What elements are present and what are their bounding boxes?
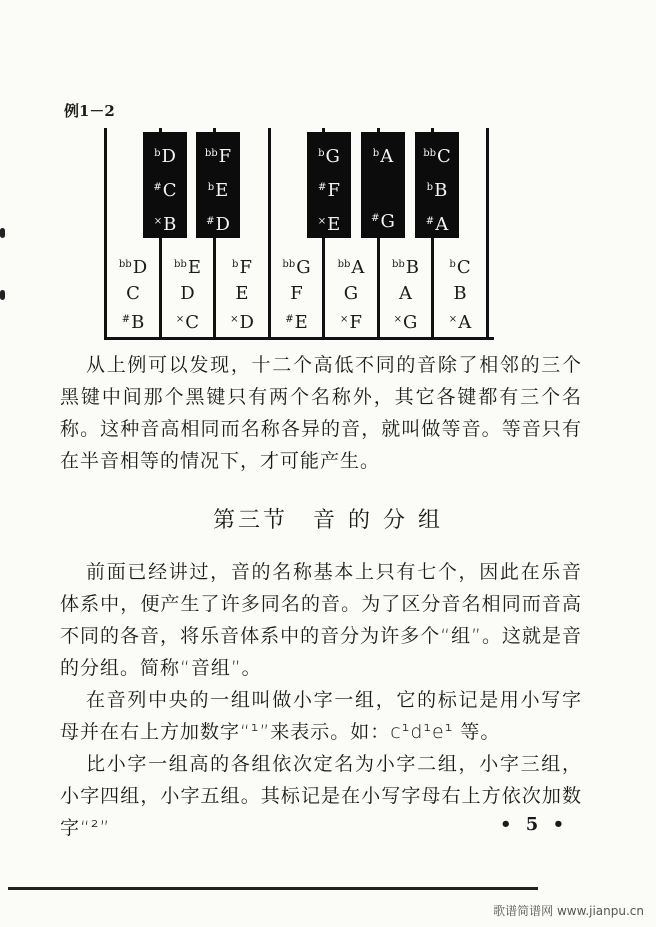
note-name bbox=[107, 252, 159, 281]
accidental: b bbox=[372, 148, 380, 159]
note-name bbox=[380, 307, 432, 336]
accidental: b bbox=[318, 148, 325, 159]
accidental: # bbox=[371, 213, 380, 224]
note-name bbox=[162, 252, 214, 281]
section-title: 第三节 音 的 分 组 bbox=[213, 508, 443, 533]
note-letter: A bbox=[435, 214, 449, 235]
note-name bbox=[325, 281, 377, 307]
accidental: × bbox=[153, 216, 163, 227]
note-letter: E bbox=[294, 312, 308, 333]
note-name bbox=[307, 138, 351, 172]
paragraph: 在音列中央的一组叫做小字一组，它的标记是用小写字母并在右上方加数字“¹”来表示。如：c¹d¹e¹ 等。 bbox=[60, 689, 582, 743]
white-key-labels bbox=[325, 252, 377, 336]
note-letter: B bbox=[453, 283, 467, 304]
accidental: × bbox=[393, 314, 402, 325]
note-name bbox=[216, 307, 268, 336]
note-name bbox=[415, 206, 459, 240]
accidental: bb bbox=[174, 259, 187, 270]
accidental: b bbox=[426, 182, 434, 193]
note-letter: E bbox=[187, 257, 201, 278]
paragraph: 从上例可以发现，十二个高低不同的音除了相邻的三个黑键中间那个黑键只有两个名称外，其它各键都有三个名称。这种音高相同而名称各异的音，就叫做等音。等音只有在半音相等的情况下，才可能产生。 bbox=[60, 354, 582, 472]
white-key-labels bbox=[271, 252, 323, 336]
white-key-labels bbox=[434, 252, 486, 336]
note-name bbox=[434, 307, 486, 336]
note-letter: G bbox=[343, 283, 359, 304]
accidental: b bbox=[154, 148, 161, 159]
note-name bbox=[196, 206, 240, 240]
note-letter: G bbox=[380, 211, 395, 232]
accidental: bb bbox=[204, 148, 218, 159]
note-letter: F bbox=[327, 180, 340, 201]
note-name bbox=[380, 281, 432, 307]
note-name bbox=[271, 307, 323, 336]
note-letter: A bbox=[458, 312, 472, 333]
accidental: × bbox=[340, 314, 349, 325]
note-name bbox=[107, 307, 159, 336]
example-label: 例1－2 bbox=[64, 102, 115, 120]
note-name bbox=[162, 281, 214, 307]
accidental: # bbox=[121, 314, 131, 325]
accidental: bb bbox=[337, 259, 351, 270]
note-letter: C bbox=[437, 146, 451, 167]
watermark: 歌谱简谱网 www.jianpu.cn bbox=[493, 904, 644, 918]
note-letter: B bbox=[131, 312, 145, 333]
note-letter: C bbox=[162, 180, 177, 201]
accidental: # bbox=[285, 314, 294, 325]
note-letter: B bbox=[405, 257, 420, 278]
accidental: × bbox=[448, 314, 458, 325]
note-name bbox=[361, 138, 405, 172]
page-number: • 5 • bbox=[500, 814, 569, 835]
note-name bbox=[434, 281, 486, 307]
black-key bbox=[361, 132, 405, 238]
note-letter: F bbox=[290, 283, 303, 304]
note-letter: F bbox=[239, 257, 252, 278]
accidental: bb bbox=[391, 259, 405, 270]
note-letter: F bbox=[218, 146, 232, 167]
accidental: b bbox=[207, 182, 215, 193]
note-name bbox=[325, 307, 377, 336]
note-letter: D bbox=[180, 283, 195, 304]
note-letter: E bbox=[215, 180, 229, 201]
paragraph: 比小字一组高的各组依次定名为小字二组，小字三组，小字四组，小字五组。其标记是在小写字母右上方依次加数字“²” bbox=[60, 753, 582, 839]
accidental: × bbox=[317, 216, 327, 227]
black-key bbox=[307, 132, 351, 238]
note-name bbox=[307, 206, 351, 240]
note-name bbox=[196, 172, 240, 206]
accidental: # bbox=[153, 182, 162, 193]
note-letter: F bbox=[349, 312, 362, 333]
note-letter: B bbox=[163, 214, 177, 235]
accidental: b bbox=[449, 259, 456, 270]
note-letter: A bbox=[399, 283, 412, 304]
note-letter: E bbox=[235, 283, 249, 304]
accidental: # bbox=[318, 182, 327, 193]
note-letter: A bbox=[351, 257, 365, 278]
note-name bbox=[380, 252, 432, 281]
accidental: b bbox=[232, 259, 239, 270]
note-name bbox=[143, 206, 187, 240]
note-letter: C bbox=[126, 283, 140, 304]
note-letter bbox=[380, 177, 386, 198]
note-name bbox=[271, 281, 323, 307]
note-name bbox=[325, 252, 377, 281]
note-letter: D bbox=[239, 312, 254, 333]
note-name bbox=[143, 172, 187, 206]
white-key-labels bbox=[216, 252, 268, 336]
scan-mark bbox=[0, 290, 5, 300]
accidental: # bbox=[425, 216, 435, 227]
scan-mark bbox=[0, 228, 5, 238]
note-letter: A bbox=[380, 146, 394, 167]
note-name bbox=[216, 281, 268, 307]
bottom-rule bbox=[8, 887, 538, 890]
black-key bbox=[143, 132, 187, 238]
note-name bbox=[307, 172, 351, 206]
note-letter: D bbox=[161, 146, 176, 167]
note-letter: B bbox=[434, 180, 448, 201]
note-letter: E bbox=[327, 214, 341, 235]
note-letter: C bbox=[185, 312, 200, 333]
white-key-labels bbox=[162, 252, 214, 336]
white-key-labels bbox=[107, 252, 159, 336]
note-name bbox=[361, 203, 405, 237]
keyboard-base bbox=[104, 337, 494, 340]
note-name bbox=[271, 252, 323, 281]
note-name bbox=[162, 307, 214, 336]
note-name bbox=[196, 138, 240, 172]
note-letter: C bbox=[456, 257, 471, 278]
accidental: bb bbox=[423, 148, 437, 159]
accidental: # bbox=[206, 216, 215, 227]
note-name bbox=[415, 138, 459, 172]
accidental: bb bbox=[282, 259, 296, 270]
note-name bbox=[361, 172, 405, 203]
paragraph: 前面已经讲过，音的名称基本上只有七个，因此在乐音体系中，便产生了许多同名的音。为了区分音名相同而音高不同的各音，将乐音体系中的音分为许多个“组”。这就是音的分组。简称“音组”。 bbox=[60, 561, 582, 679]
note-letter: G bbox=[403, 312, 418, 333]
black-key bbox=[196, 132, 240, 238]
note-name bbox=[107, 281, 159, 307]
piano-keyboard-diagram bbox=[104, 128, 494, 342]
note-name bbox=[415, 172, 459, 206]
white-key-edge bbox=[486, 128, 489, 338]
note-name bbox=[434, 252, 486, 281]
white-key-labels bbox=[380, 252, 432, 336]
note-name bbox=[216, 252, 268, 281]
note-name bbox=[143, 138, 187, 172]
note-letter: G bbox=[296, 257, 311, 278]
black-key bbox=[415, 132, 459, 238]
note-letter: G bbox=[325, 146, 340, 167]
note-letter: D bbox=[132, 257, 148, 278]
accidental: × bbox=[230, 314, 239, 325]
accidental: × bbox=[175, 314, 185, 325]
accidental: bb bbox=[118, 259, 132, 270]
note-letter: D bbox=[215, 214, 230, 235]
